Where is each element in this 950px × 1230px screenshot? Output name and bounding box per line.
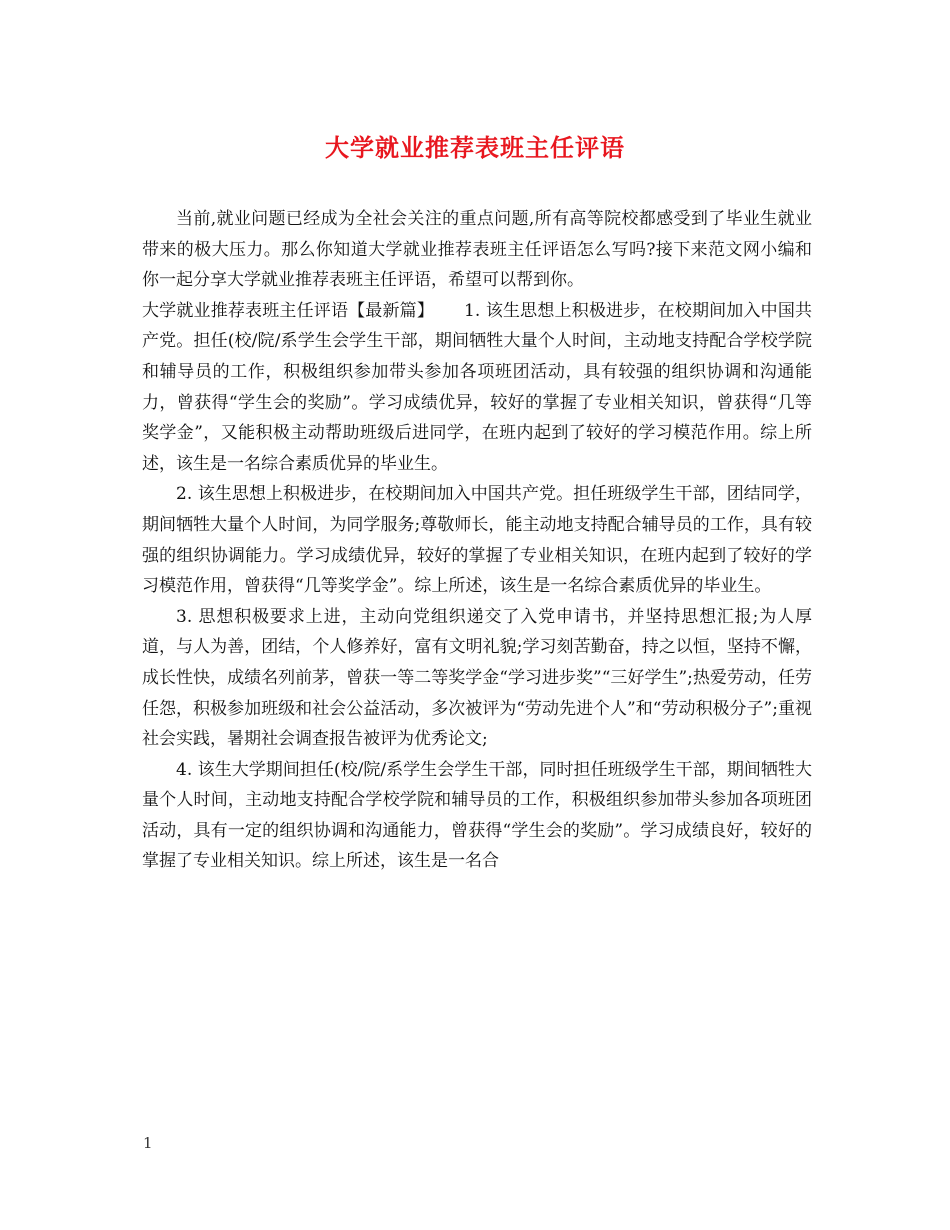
list-item-1: 1. 该生思想上积极进步，在校期间加入中国共产党。担任(校/院/系学生会学生干部，期间牺牲大量个人时间，主动地支持配合学校学院和辅导员的工作，积极组织参加带头参加各项班团活动，具有较强的组织协调和沟通能力，曾获得“学生会的奖励”。学习成绩优异，较好的掌握了专业相关知识，曾获得“几等奖学金”，又能积极主动帮助班级后进同学，在班内起到了较好的学习模范作用。综上所述，该生是一名综合素质优异的毕业生。 xyxy=(142,300,813,474)
list-item-2: 2. 该生思想上积极进步，在校期间加入中国共产党。担任班级学生干部，团结同学，期间牺牲大量个人时间，为同学服务;尊敬师长，能主动地支持配合辅导员的工作，具有较强的组织协调能力。学习成绩优异，较好的掌握了专业相关知识，在班内起到了较好的学习模范作用，曾获得“几等奖学金”。综上所述，该生是一名综合素质优异的毕业生。 xyxy=(142,484,812,597)
first-item-paragraph xyxy=(142,296,812,480)
section-heading: 大学就业推荐表班主任评语【最新篇】 xyxy=(142,300,435,321)
document-title: 大学就业推荐表班主任评语 xyxy=(325,133,625,162)
document-body xyxy=(142,204,812,877)
list-item-4: 4. 该生大学期间担任(校/院/系学生会学生干部，同时担任班级学生干部，期间牺牲大量个人时间，主动地支持配合学校学院和辅导员的工作，积极组织参加带头参加各项班团活动，具有一定的组织协调和沟通能力，曾获得“学生会的奖励”。学习成绩良好，较好的掌握了专业相关知识。综上所述，该生是一名合 xyxy=(142,759,812,872)
page-number: 1 xyxy=(143,1134,153,1152)
list-item-3: 3. 思想积极要求上进，主动向党组织递交了入党申请书，并坚持思想汇报;为人厚道，与人为善，团结，个人修养好，富有文明礼貌;学习刻苦勤奋，持之以恒，坚持不懈，成长性快，成绩名列前茅，曾获一等二等奖学金“学习进步奖”“三好学生”;热爱劳动，任劳任怨，积极参加班级和社会公益活动，多次被评为“劳动先进个人”和“劳动积极分子”;重视社会实践，暑期社会调查报告被评为优秀论文; xyxy=(142,606,812,750)
intro-paragraph: 当前,就业问题已经成为全社会关注的重点问题,所有高等院校都感受到了毕业生就业带来的极大压力。那么你知道大学就业推荐表班主任评语怎么写吗?接下来范文网小编和你一起分享大学就业推荐表班主任评语，希望可以帮到你。 xyxy=(142,209,812,291)
